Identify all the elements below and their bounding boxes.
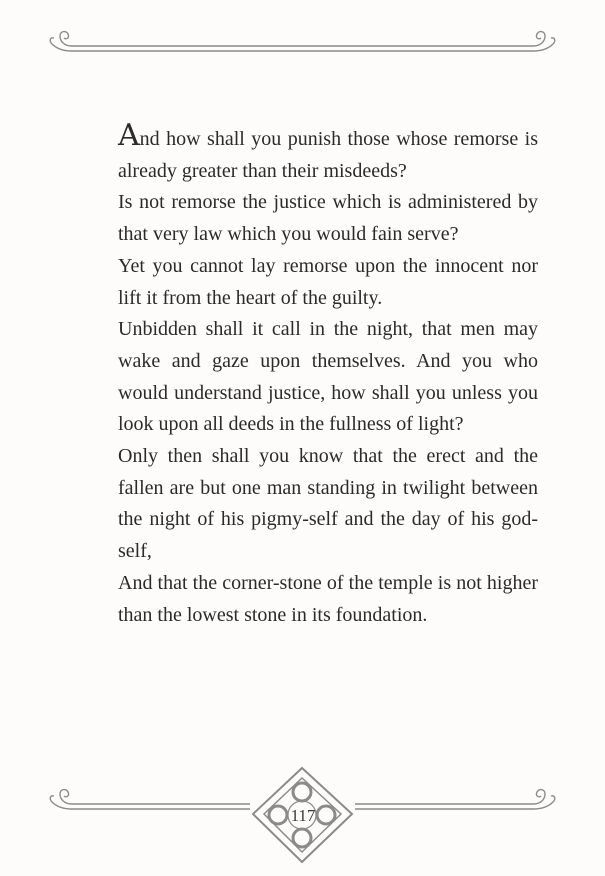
paragraph: [118, 118, 538, 187]
paragraph: [118, 441, 538, 568]
paragraph-text: Only then shall you know that the erect and the fallen are but one man standing in twilight between the night of his pigmy-self and the day of his god-self,: [118, 445, 538, 563]
body-text: [118, 118, 538, 631]
page-number: 117: [290, 806, 316, 825]
paragraph: [118, 314, 538, 441]
paragraph-text: Unbidden shall it call in the night, that men may wake and gaze upon themselves. And you who would understand justice, how shall you unless you look upon all deeds in the fullness of light?: [118, 318, 538, 436]
paragraph-text: Yet you cannot lay remorse upon the innocent nor lift it from the heart of the guilty.: [118, 254, 538, 309]
paragraph-text: nd how shall you punish those whose remorse is already greater than their misdeeds?: [118, 128, 538, 182]
drop-cap: A: [118, 118, 140, 153]
top-border-ornament: [0, 0, 605, 90]
paragraph-text: Is not remorse the justice which is administered by that very law which you would fain serve?: [118, 191, 538, 246]
paragraph: [118, 187, 538, 250]
paragraph: [118, 251, 538, 314]
paragraph: [118, 568, 538, 631]
paragraph-text: And that the corner-stone of the temple is not higher than the lowest stone in its foundation.: [118, 571, 538, 626]
